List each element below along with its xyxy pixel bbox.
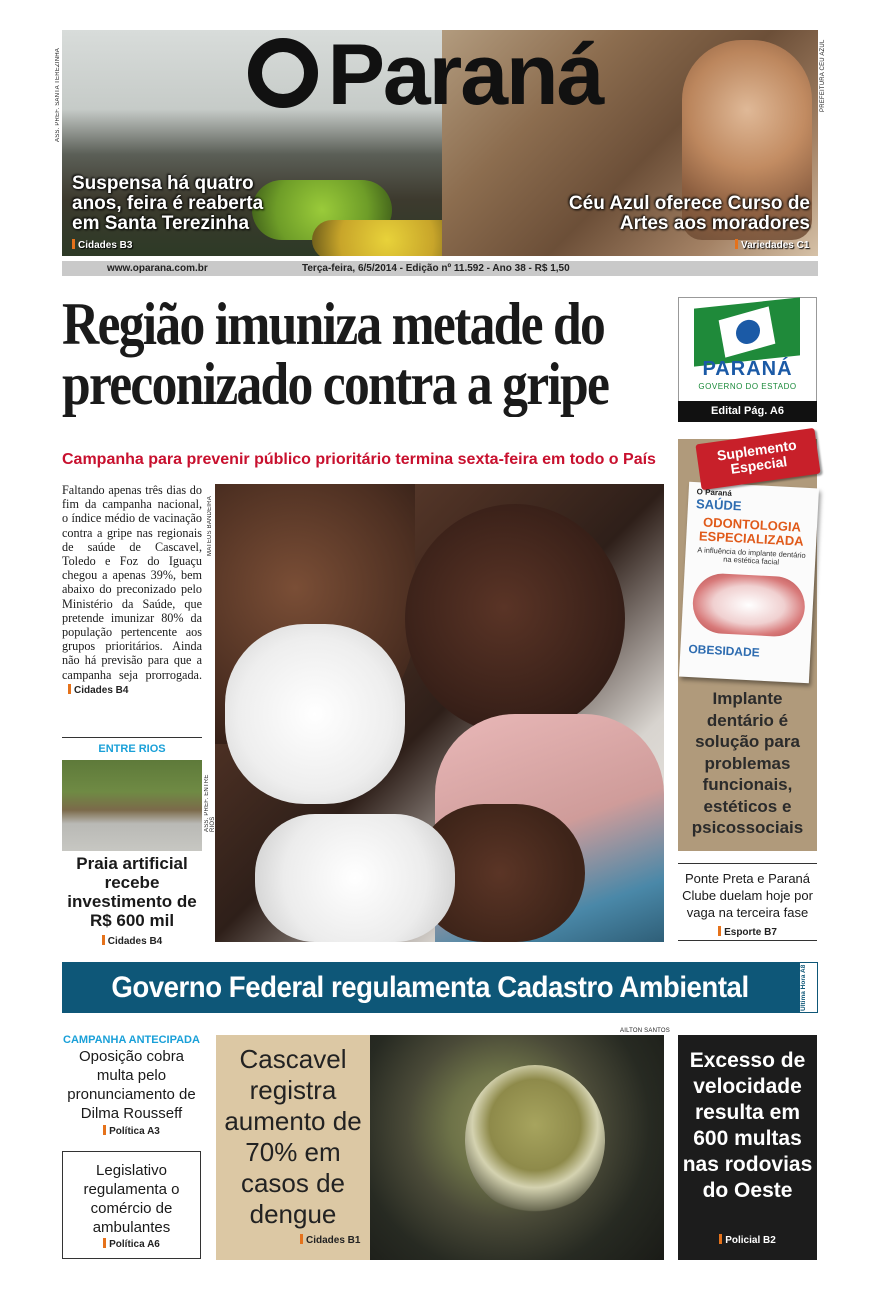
tag-marker <box>718 926 721 936</box>
section-ref <box>678 926 817 938</box>
section-ref <box>72 239 132 251</box>
tag-marker <box>102 935 105 945</box>
mag-cover-sub: A influência do implante dentário na estética facial <box>697 545 806 567</box>
lead-article <box>62 483 202 698</box>
photo-credit: ASS. PREF. ENTRE RIOS <box>204 774 216 832</box>
speed-headline[interactable]: Excesso de velocidade resulta em 600 multas nas rodovias do Oeste <box>682 1049 813 1202</box>
supplement-magazine-cover <box>679 482 819 684</box>
logo-o-mark <box>248 38 318 108</box>
tag-marker <box>300 1234 303 1244</box>
ref-label: Cidades B3 <box>78 240 133 251</box>
entre-rios-headline[interactable]: Praia artificial recebe investimento de R$ 600 mil <box>67 854 197 930</box>
photo-detail <box>405 504 625 734</box>
lead-text: Faltando apenas três dias do fim da campanha nacional, o índice médio de vacinação contra a gripe nas regionais de saúde de Cascavel, Toledo e Foz do Iguaçu chegou a apenas 39%, bem abaixo do preconizado pelo Ministério da Saúde, que pretende imunizar 80% da população pertencente aos grupos prioritários. Ainda não há previsão para que a campanha seja prorrogada. <box>62 483 202 682</box>
main-headline[interactable]: Região imuniza metade do preconizado contra a gripe <box>62 291 609 417</box>
mag-brand: O Paraná <box>696 487 733 498</box>
tag-marker <box>72 239 75 249</box>
photo-detail <box>465 1065 605 1215</box>
teeth-image <box>691 572 806 638</box>
government-name: PARANÁ <box>702 358 793 380</box>
ref-label: Política A3 <box>109 1126 160 1137</box>
campaign-label: CAMPANHA ANTECIPADA <box>63 1034 200 1046</box>
artes-headline[interactable]: Céu Azul oferece Curso de Artes aos moradores <box>568 193 810 234</box>
tag-marker <box>719 1234 722 1244</box>
banner-headline[interactable]: Governo Federal regulamenta Cadastro Ambiental <box>111 971 749 1004</box>
parana-flag-icon <box>694 297 800 366</box>
sport-headline[interactable]: Ponte Preta e Paraná Clube duelam hoje por vaga na terceira fase <box>682 871 813 920</box>
edition-info: Terça-feira, 6/5/2014 - Edição nº 11.592 - Ano 38 - R$ 1,50 <box>302 263 570 274</box>
section-ref <box>62 935 202 947</box>
divider <box>62 737 202 738</box>
feira-photo-detail <box>312 220 462 256</box>
date-bar <box>62 261 818 276</box>
photo-detail <box>255 814 455 942</box>
ref-label: Cidades B1 <box>306 1235 361 1246</box>
ref-label: Variedades C1 <box>741 240 810 251</box>
legislativo-headline[interactable]: Legislativo regulamenta o comércio de ambulantes <box>83 1162 180 1236</box>
tag-marker <box>103 1238 106 1248</box>
main-subheadline: Campanha para prevenir público prioritário termina sexta-feira em todo o País <box>62 451 656 468</box>
site-url[interactable]: www.oparana.com.br <box>107 263 208 274</box>
tag-marker <box>68 684 71 694</box>
photo-credit: AILTON SANTOS <box>620 1028 670 1034</box>
logo-text: Paraná <box>327 27 603 123</box>
banner-side-tab <box>799 962 818 1013</box>
supplement-text[interactable]: Implante dentário é solução para problemas funcionais, estéticos e psicossociais <box>691 689 804 837</box>
photo-credit: ASS. PREF. SANTA TEREZINHA <box>55 48 61 142</box>
campaign-headline[interactable]: Oposição cobra multa pelo pronunciamento de Dilma Rousseff <box>67 1048 196 1122</box>
section-ref <box>300 1234 360 1246</box>
section-ref <box>62 1238 201 1250</box>
ref-label: Cidades B4 <box>74 684 129 696</box>
section-ref[interactable] <box>68 685 128 696</box>
dengue-headline[interactable]: Cascavel registra aumento de 70% em casos de dengue <box>224 1044 362 1229</box>
section-ref <box>735 239 809 251</box>
feira-headline[interactable]: Suspensa há quatro anos, feira é reaberta em Santa Terezinha <box>72 173 264 234</box>
newspaper-logo[interactable] <box>205 27 645 123</box>
dengue-photo <box>370 1035 664 1260</box>
ref-label: Política A6 <box>109 1239 160 1250</box>
supplement-ribbon: Suplemento Especial <box>695 428 820 490</box>
banner-side-label: Última Hora A8 <box>800 964 807 1011</box>
vaccination-photo <box>215 484 664 942</box>
section-ref <box>62 1125 201 1137</box>
ref-label: Policial B2 <box>725 1235 776 1246</box>
photo-credit: MATEUS BANDEIRA <box>207 496 213 556</box>
government-subtitle: GOVERNO DO ESTADO <box>698 382 797 391</box>
entre-rios-photo <box>62 760 202 851</box>
entre-rios-label: ENTRE RIOS <box>98 743 166 755</box>
photo-credit: PREFEITURA CÉU AZUL <box>820 39 826 112</box>
mag-footer: OBESIDADE <box>688 641 761 660</box>
photo-detail <box>225 624 405 804</box>
section-ref <box>678 1234 817 1246</box>
ref-label: Esporte B7 <box>724 927 777 938</box>
tag-marker <box>103 1125 106 1135</box>
ref-label: Cidades B4 <box>107 936 163 947</box>
mag-title: SAÚDE <box>695 496 742 514</box>
tag-marker <box>735 239 738 249</box>
mag-cover-title: ODONTOLOGIA ESPECIALIZADA <box>698 514 804 549</box>
edital-link[interactable]: Edital Pág. A6 <box>678 401 817 422</box>
